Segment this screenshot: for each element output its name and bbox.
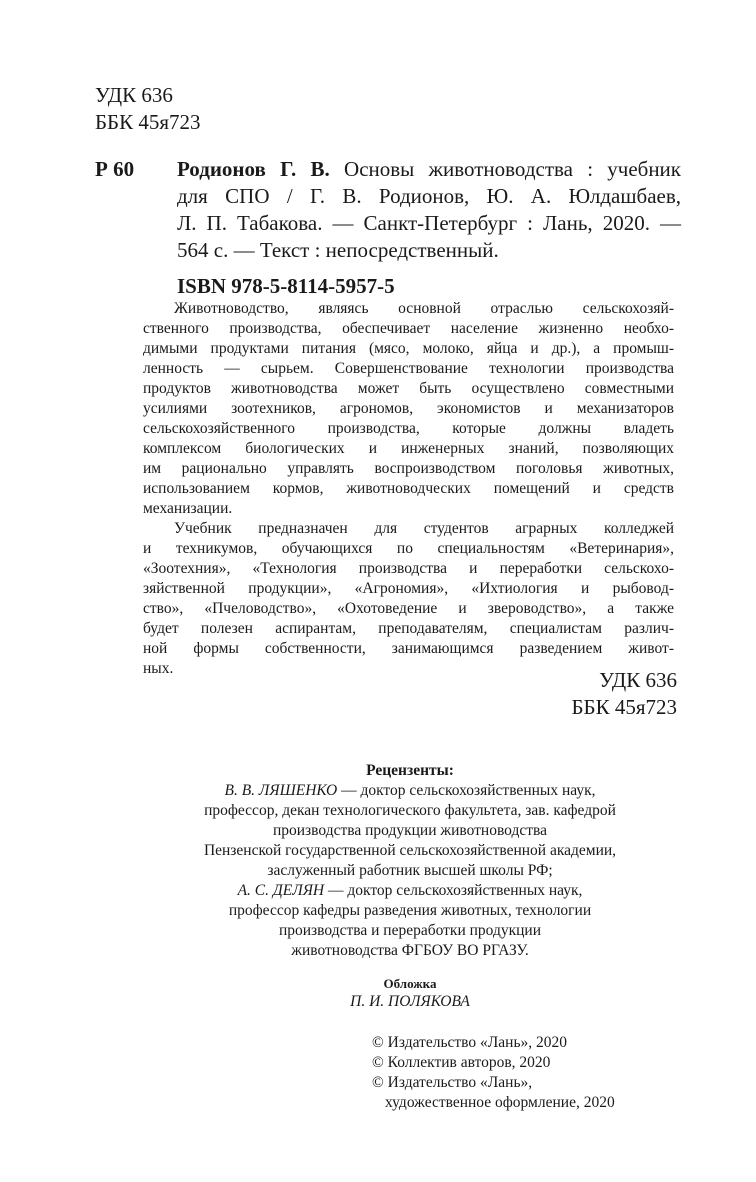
cover-heading: Обложка: [383, 976, 437, 991]
reviewers-heading: Рецензенты:: [366, 762, 454, 779]
abstract-line: продуктов животноводства может быть осуществлено совместными: [143, 380, 674, 397]
abstract-line: Учебник предназначен для студентов аграрных колледжей: [174, 520, 674, 537]
entry-line-4: 564 с. — Текст : непосредственный.: [177, 238, 499, 262]
abstract-line: ной формы собственности, занимающимся разведением живот-: [143, 640, 674, 657]
bibliographic-entry: [177, 156, 681, 300]
abstract-line: ственного производства, обеспечивает население жизненно необхо-: [143, 320, 674, 337]
abstract-line: сельскохозяйственного производства, которые должны владеть: [143, 420, 674, 437]
reviewer-1: В. В. ЛЯШЕНКО — доктор сельскохозяйственных наук,: [224, 782, 596, 799]
abstract-line: Животноводство, являясь основной отраслью сельскохозяй-: [174, 300, 674, 317]
abstract-line: ленность — сырьем. Совершенствование технологии производства: [143, 360, 674, 377]
entry-line-2: для СПО / Г. В. Родионов, Ю. А. Юлдашбаев,: [177, 184, 681, 208]
abstract-line: комплексом биологических и инженерных знаний, позволяющих: [143, 440, 674, 457]
entry-code-text: Р 60: [95, 157, 135, 181]
copyright-line: © Коллектив авторов, 2020: [372, 1054, 551, 1071]
copyright-line: художественное оформление, 2020: [385, 1094, 615, 1111]
cover-credit: [310, 976, 510, 1012]
abstract-line: механизации.: [143, 500, 233, 517]
reviewer-1-name: В. В. ЛЯШЕНКО: [224, 782, 338, 799]
entry-title: Основы животноводства : учебник: [344, 157, 682, 181]
header-bbk: ББК 45я723: [95, 110, 201, 134]
copyright-line: © Издательство «Лань»,: [372, 1074, 533, 1091]
header-udk: УДК 636: [95, 83, 173, 107]
copyright-line: © Издательство «Лань», 2020: [372, 1034, 568, 1051]
abstract-line: димыми продуктами питания (мясо, молоко, яйца и др.), а промыш-: [143, 340, 674, 357]
entry-line-3: Л. П. Табакова. — Санкт-Петербург : Лань, 2020. —: [177, 211, 681, 235]
copyright-block: [372, 1033, 615, 1113]
codes-right: [480, 667, 677, 721]
abstract-line: им рационально управлять воспроизводством поголовья животных,: [143, 460, 674, 477]
abstract-line: «Зоотехния», «Технология производства и переработки сельскохо-: [143, 560, 674, 577]
cover-name: П. И. ПОЛЯКОВА: [350, 993, 470, 1010]
abstract-paragraph-1: [143, 299, 674, 519]
entry-author: Родионов Г. В.: [177, 157, 330, 181]
entry-isbn: ISBN 978-5-8114-5957-5: [177, 274, 395, 298]
reviewer-2: А. С. ДЕЛЯН — доктор сельскохозяйственных наук,: [237, 882, 583, 899]
abstract-paragraph-2: [143, 519, 674, 679]
header-codes: [95, 82, 201, 136]
reviewers: Рецензенты: В. В. ЛЯШЕНКО — доктор сельскохозяйственных наук, профессор, декан технологического факультета, зав. кафедрой производства продукции животноводства Пензенской государственной сельскохозяйственной академии, заслуженный работник высшей школы РФ; А. С. ДЕЛЯН — доктор сельскохозяйственных наук, профессор кафедры разведения животных, технологии производства и переработки продукции животноводства ФГБОУ ВО РГАЗУ.: [80, 761, 740, 961]
abstract-line: зяйственной продукции», «Агрономия», «Ихтиология и рыбовод-: [143, 580, 674, 597]
abstract-line: использованием кормов, животноводческих помещений и средств: [143, 480, 674, 497]
reviewer-2-name: А. С. ДЕЛЯН: [237, 882, 325, 899]
entry-code: [95, 156, 134, 183]
abstract-line: усилиями зоотехников, агрономов, экономистов и механизаторов: [143, 400, 674, 417]
abstract-line: и техникумов, обучающихся по специальностям «Ветеринария»,: [143, 540, 674, 557]
abstract-line: будет полезен аспирантам, преподавателям, специалистам различ-: [143, 620, 674, 637]
codes-right-bbk: ББК 45я723: [571, 695, 677, 719]
entry-line-1: [177, 156, 681, 183]
codes-right-udk: УДК 636: [599, 668, 677, 692]
abstract-line: ство», «Пчеловодство», «Охотоведение и звероводство», а также: [143, 600, 674, 617]
abstract-line: ных.: [143, 660, 174, 677]
abstract: [143, 299, 674, 679]
